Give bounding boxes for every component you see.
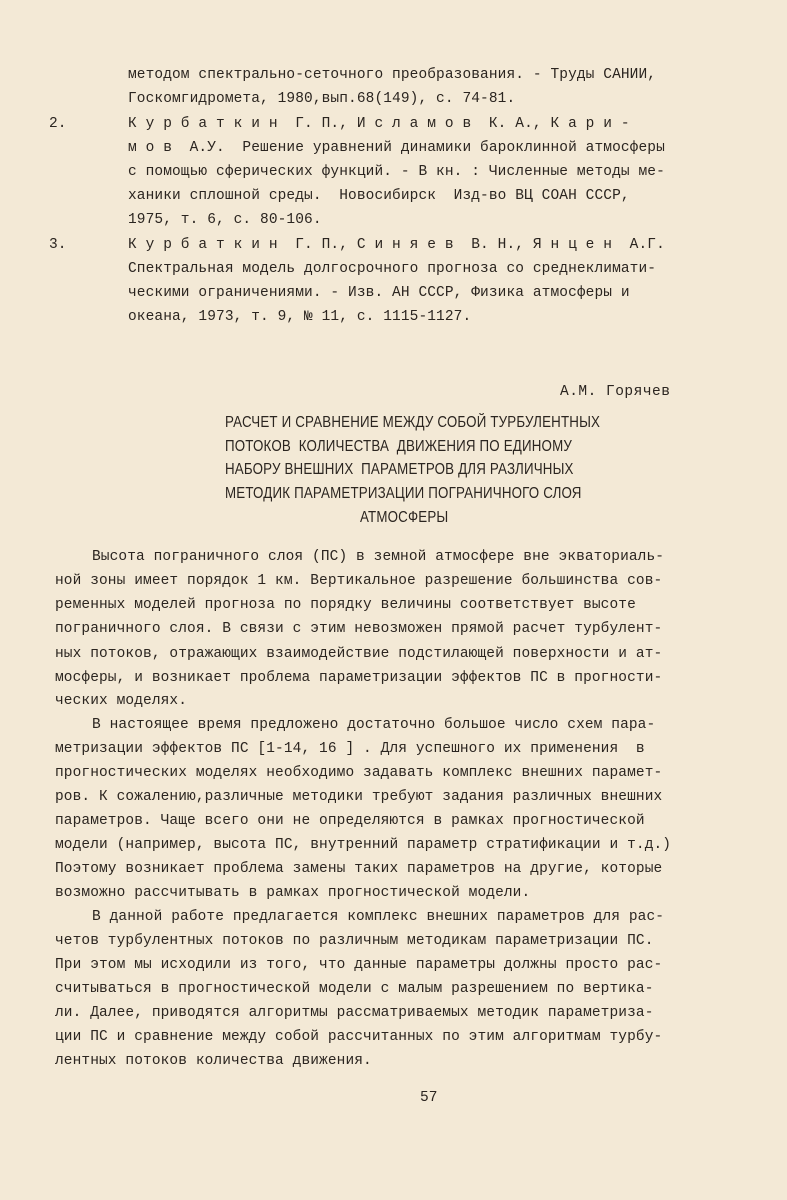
reference-line: 1975, т. 6, с. 80-106. <box>128 212 322 228</box>
paragraph-line: ров. К сожалению,различные методики требуют задания различных внешних <box>55 789 663 805</box>
paragraph-line: модели (например, высота ПС, внутренний параметр стратификации и т.д.) <box>55 837 672 853</box>
paragraph-line: ных потоков, отражающих взаимодействие подстилающей поверхности и ат- <box>55 646 663 662</box>
paragraph-line: мосферы, и возникает проблема параметризации эффектов ПС в прогности- <box>55 670 663 686</box>
paragraph-line: ции ПС и сравнение между собой рассчитанных по этим алгоритмам турбу- <box>55 1029 663 1045</box>
reference-line: К у р б а т к и н Г. П., И с л а м о в К. А., К а р и - <box>128 116 630 132</box>
paragraph-line: метризации эффектов ПС [1-14, 16 ] . Для успешного их применения в <box>55 741 645 757</box>
paragraph-line: считываться в прогностической модели с малым разрешением по вертика- <box>55 981 654 997</box>
reference-line: К у р б а т к и н Г. П., С и н я е в В. Н., Я н ц е н А.Г. <box>128 237 665 253</box>
reference-line: океана, 1973, т. 9, № 11, с. 1115-1127. <box>128 309 472 325</box>
paragraph-line: пограничного слоя. В связи с этим невозможен прямой расчет турбулент- <box>55 621 663 637</box>
reference-line: ханики сплошной среды. Новосибирск Изд-во ВЦ СОАН СССР, <box>128 188 630 204</box>
paragraph-line: лентных потоков количества движения. <box>55 1053 372 1069</box>
paragraph-line: В данной работе предлагается комплекс внешних параметров для рас- <box>92 909 665 925</box>
paragraph-line: ременных моделей прогноза по порядку величины соответствует высоте <box>55 597 636 613</box>
reference-number: 2. <box>49 116 67 132</box>
title-line: РАСЧЕТ И СРАВНЕНИЕ МЕЖДУ СОБОЙ ТУРБУЛЕНТНЫХ <box>225 414 601 431</box>
paragraph-line: Поэтому возникает проблема замены таких параметров на другие, которые <box>55 861 663 877</box>
reference-line: с помощью сферических функций. - В кн. : Численные методы ме- <box>128 164 665 180</box>
title-line: МЕТОДИК ПАРАМЕТРИЗАЦИИ ПОГРАНИЧНОГО СЛОЯ <box>225 485 582 502</box>
article-author: А.М. Горячев <box>560 384 671 400</box>
paragraph-line: В настоящее время предложено достаточно большое число схем пара- <box>92 717 656 733</box>
reference-1-line-1: методом спектрально-сеточного преобразования. - Труды САНИИ, <box>128 67 657 83</box>
reference-line: ческими ограничениями. - Изв. АН СССР, Физика атмосферы и <box>128 285 630 301</box>
reference-1-line-2: Госкомгидромета, 1980,вып.68(149), с. 74-81. <box>128 91 516 107</box>
paragraph-line: параметров. Чаще всего они не определяются в рамках прогностической <box>55 813 645 829</box>
reference-line: м о в А.У. Решение уравнений динамики бароклинной атмосферы <box>128 140 665 156</box>
paragraph-line: Высота пограничного слоя (ПС) в земной атмосфере вне экваториаль- <box>92 549 665 565</box>
reference-line: Спектральная модель долгосрочного прогноза со среднеклимати- <box>128 261 657 277</box>
title-line: АТМОСФЕРЫ <box>360 509 449 526</box>
page-number: 57 <box>420 1090 438 1106</box>
reference-number: 3. <box>49 237 67 253</box>
paragraph-line: прогностических моделях необходимо задавать комплекс внешних парамет- <box>55 765 663 781</box>
paragraph-line: возможно рассчитывать в рамках прогностической модели. <box>55 885 531 901</box>
title-line: ПОТОКОВ КОЛИЧЕСТВА ДВИЖЕНИЯ ПО ЕДИНОМУ <box>225 438 572 455</box>
paragraph-line: ной зоны имеет порядок 1 км. Вертикальное разрешение большинства сов- <box>55 573 663 589</box>
paragraph-line: четов турбулентных потоков по различным методикам параметризации ПС. <box>55 933 654 949</box>
title-line: НАБОРУ ВНЕШНИХ ПАРАМЕТРОВ ДЛЯ РАЗЛИЧНЫХ <box>225 461 574 478</box>
paragraph-line: ли. Далее, приводятся алгоритмы рассматриваемых методик параметриза- <box>55 1005 654 1021</box>
paragraph-line: ческих моделях. <box>55 693 188 709</box>
paragraph-line: При этом мы исходили из того, что данные параметры должны просто рас- <box>55 957 663 973</box>
